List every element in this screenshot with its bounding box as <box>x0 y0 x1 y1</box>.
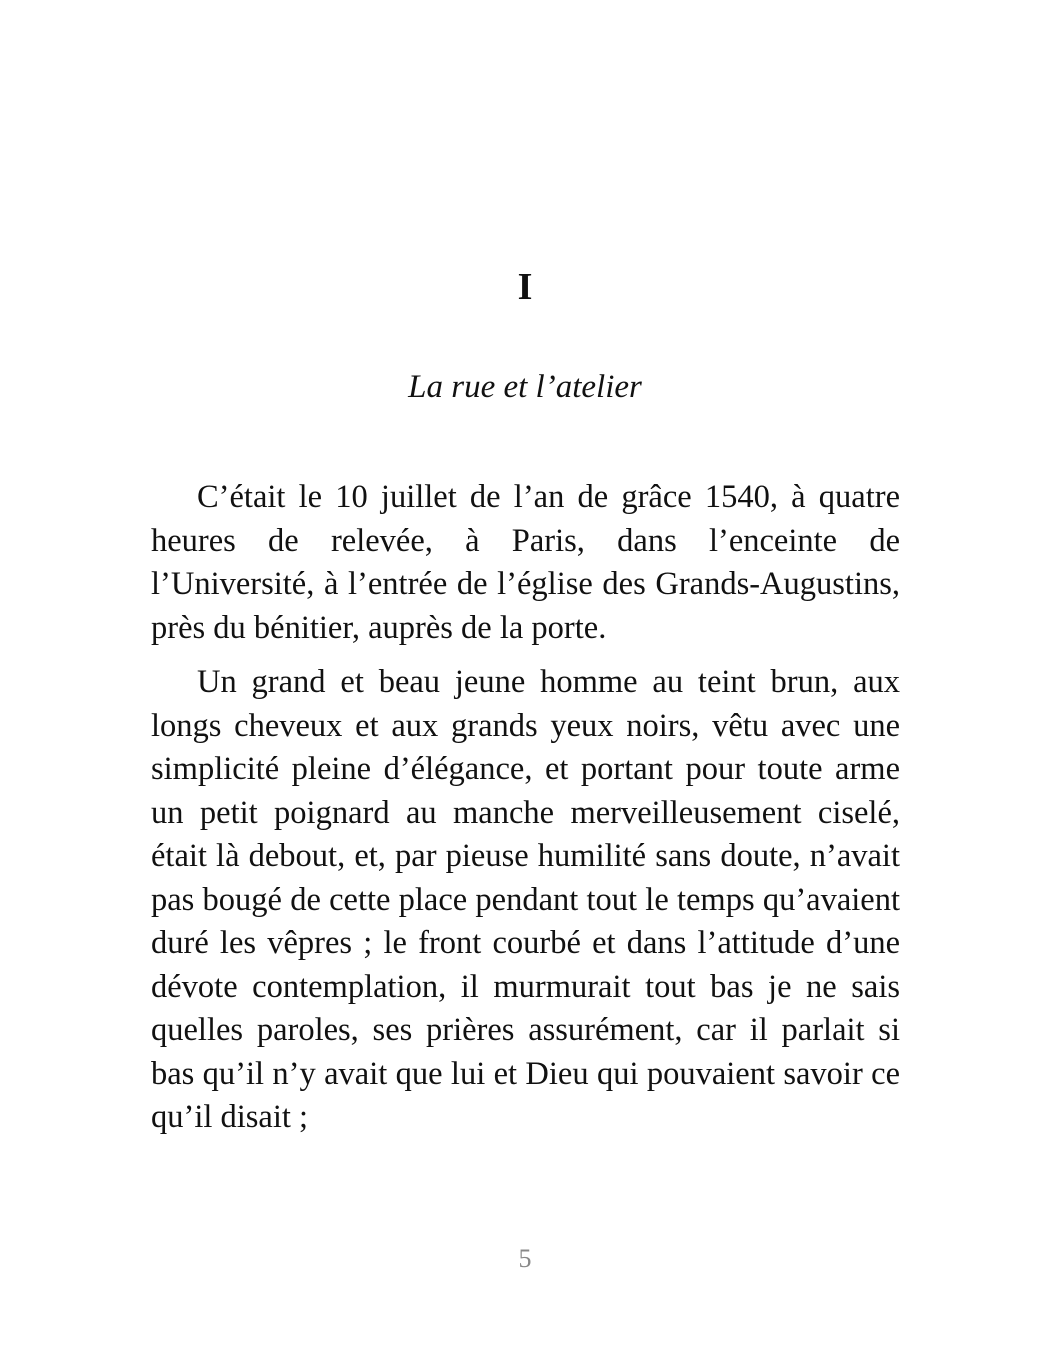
chapter-body <box>151 476 900 1151</box>
paragraph: Un grand et beau jeune homme au teint brun, aux longs cheveux et aux grands yeux noirs, vêtu avec une simplicité pleine d’élégance, et portant pour toute arme un petit poignard au manche merveilleusement ciselé, était là debout, et, par pieuse humilité sans doute, n’avait pas bougé de cette place pendant tout le temps qu’avaient duré les vêpres ; le front courbé et dans l’attitude d’une dévote contemplation, il murmurait tout bas je ne sais quelles paroles, ses prières assurément, car il parlait si bas qu’il n’y avait que lui et Dieu qui pouvaient savoir ce qu’il disait ; <box>151 664 900 1135</box>
paragraph: C’était le 10 juillet de l’an de grâce 1540, à quatre heures de relevée, à Paris, dans l’enceinte de l’Université, à l’entrée de l’église des Grands-Augustins, près du bénitier, auprès de la porte. <box>151 479 900 646</box>
page-number: 5 <box>518 1244 532 1273</box>
chapter-number: I <box>517 266 533 308</box>
chapter-title: La rue et l’atelier <box>408 369 642 405</box>
